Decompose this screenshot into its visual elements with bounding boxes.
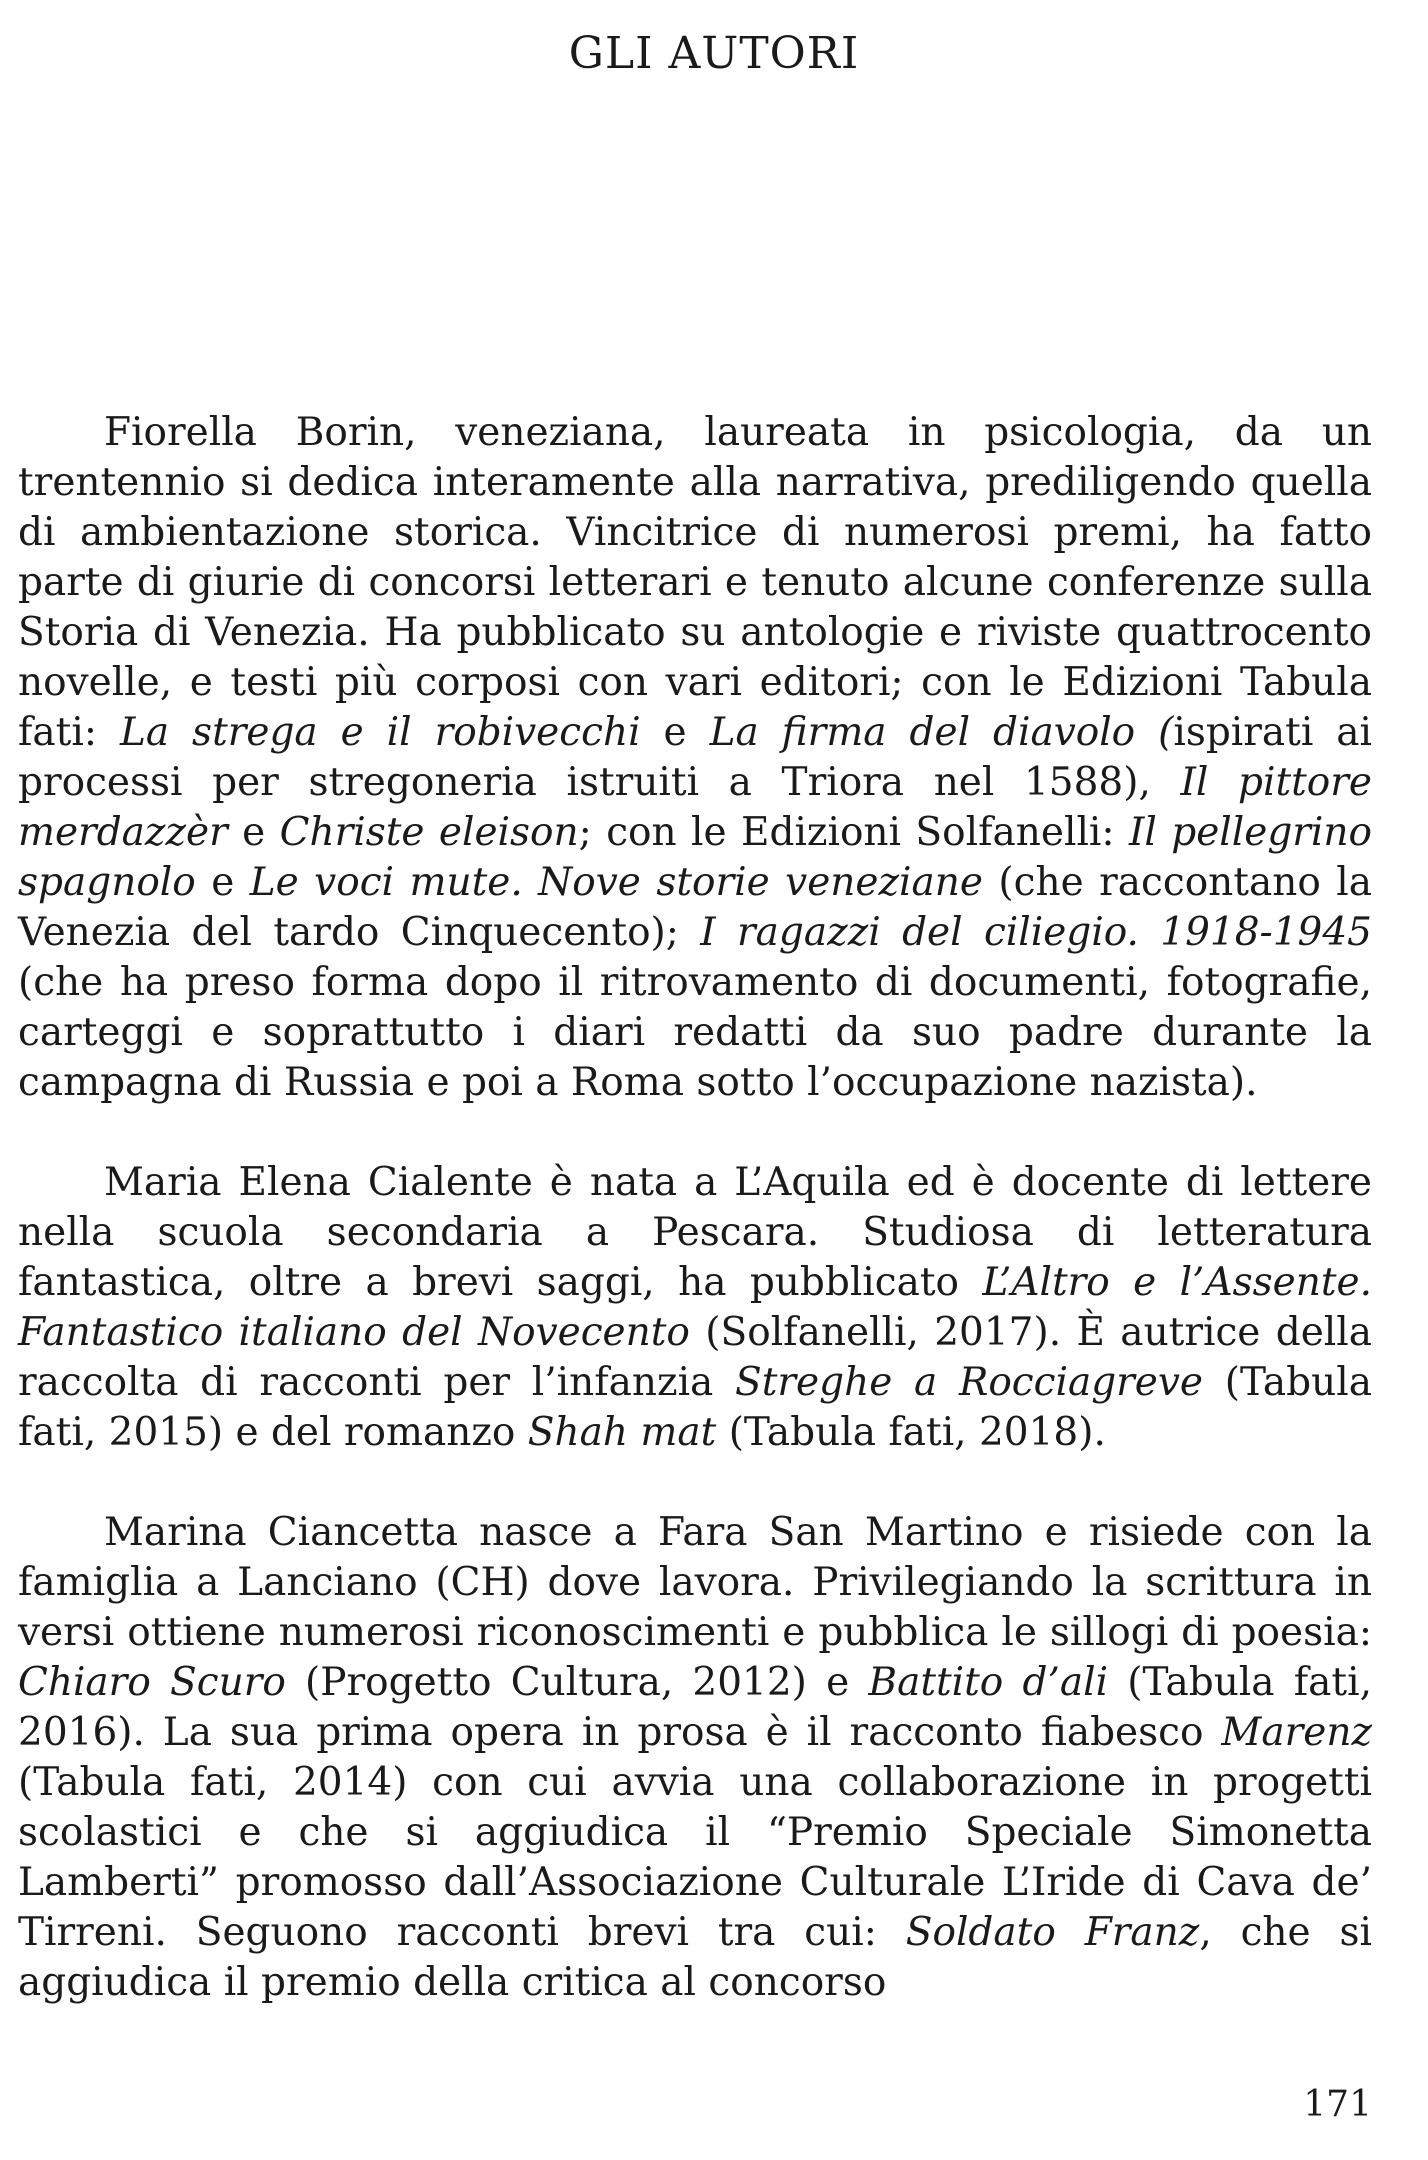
text-run: (Solfanelli, 2017). È autrice della raccolta di racconti per l’infanzia <box>18 1310 1373 1405</box>
text-run: (Tabula fati, 2015) e del romanzo <box>18 1360 1372 1455</box>
italic-title-run: Soldato Franz <box>905 1910 1200 1955</box>
page-title: GLI AUTORI <box>568 28 860 79</box>
italic-title-run: Marenz <box>1221 1710 1372 1755</box>
italic-title-run: L’Altro e l’Assente. Fantastico italiano del Novecento <box>18 1260 1372 1355</box>
text-run: Marina Ciancetta nasce a Fara San Martino e risiede con la famiglia a Lanciano (CH) dove lavora. Privilegiando la scrittura in versi ottiene numerosi riconoscimenti e pubblica le sillogi di poesia: <box>18 1510 1372 1655</box>
text-run: (Tabula fati, 2018). <box>716 1410 1106 1455</box>
text-run: Fiorella Borin, veneziana, laureata in psicologia, da un trentennio si dedica interamente alla narrativa, prediligendo quella di ambientazione storica. Vincitrice di numerosi premi, ha fatto parte di giurie di concorsi letterari e tenuto alcune conferenze sulla Storia di Venezia. Ha pubblicato su antologie e riviste quattrocento novelle, e testi più corposi con vari editori; con le Edizioni Tabula fati: <box>18 410 1372 755</box>
text-run: , che si aggiudica il premio della critica al concorso <box>18 1910 1373 2005</box>
text-run: ; con le Edizioni Solfanelli: <box>578 810 1129 855</box>
italic-title-run: Le voci mute. Nove storie veneziane <box>249 860 983 905</box>
text-run: e <box>227 810 280 855</box>
italic-title-run: Il pellegrino spagnolo <box>18 810 1372 905</box>
text-run: Maria Elena Cialente è nata a L’Aquila ed è docente di lettere nella scuola secondaria a Pescara. Studiosa di letteratura fantastica, oltre a brevi saggi, ha pubblicato <box>18 1160 1372 1305</box>
italic-title-run: La strega e il robivecchi <box>119 710 641 755</box>
bio-paragraph-cialente <box>18 1158 1372 1458</box>
text-run: (che raccontano la Venezia del tardo Cinquecento); <box>18 860 1373 955</box>
italic-title-run: I ragazzi del ciliegio. 1918-1945 <box>700 910 1372 955</box>
text-run: e <box>195 860 250 905</box>
italic-title-run: La firma del diavolo ( <box>709 710 1174 755</box>
text-run: ispirati ai processi per stregoneria istruiti a Triora nel 1588), <box>18 710 1372 805</box>
bio-paragraph-ciancetta <box>18 1508 1372 2008</box>
italic-title-run: Chiaro Scuro <box>18 1660 286 1705</box>
italic-title-run: Il pittore merdazzèr <box>18 760 1372 855</box>
text-run: (Tabula fati, 2016). La sua prima opera in prosa è il racconto fiabesco <box>18 1660 1372 1755</box>
text-run: (Progetto Cultura, 2012) e <box>285 1660 869 1705</box>
italic-title-run: Shah mat <box>527 1410 717 1455</box>
italic-title-run: Streghe a Rocciagreve <box>735 1360 1204 1405</box>
page-number: 171 <box>1303 2084 1372 2125</box>
italic-title-run: Battito d’ali <box>868 1660 1109 1705</box>
bio-paragraph-borin <box>18 408 1372 1108</box>
text-run: e <box>640 710 710 755</box>
italic-title-run: Christe eleison <box>279 810 579 855</box>
text-run: (Tabula fati, 2014) con cui avvia una collaborazione in progetti scolastici e che si aggiudica il “Premio Speciale Simonetta Lamberti” promosso dall’Associazione Culturale L’Iride di Cava de’ Tirreni. Seguono racconti brevi tra cui: <box>18 1760 1372 1955</box>
text-run: (che ha preso forma dopo il ritrovamento di documenti, fotografie, carteggi e soprattutto i diari redatti da suo padre durante la campagna di Russia e poi a Roma sotto l’occupazione nazista). <box>18 960 1372 1105</box>
bio-list <box>18 408 1372 2058</box>
